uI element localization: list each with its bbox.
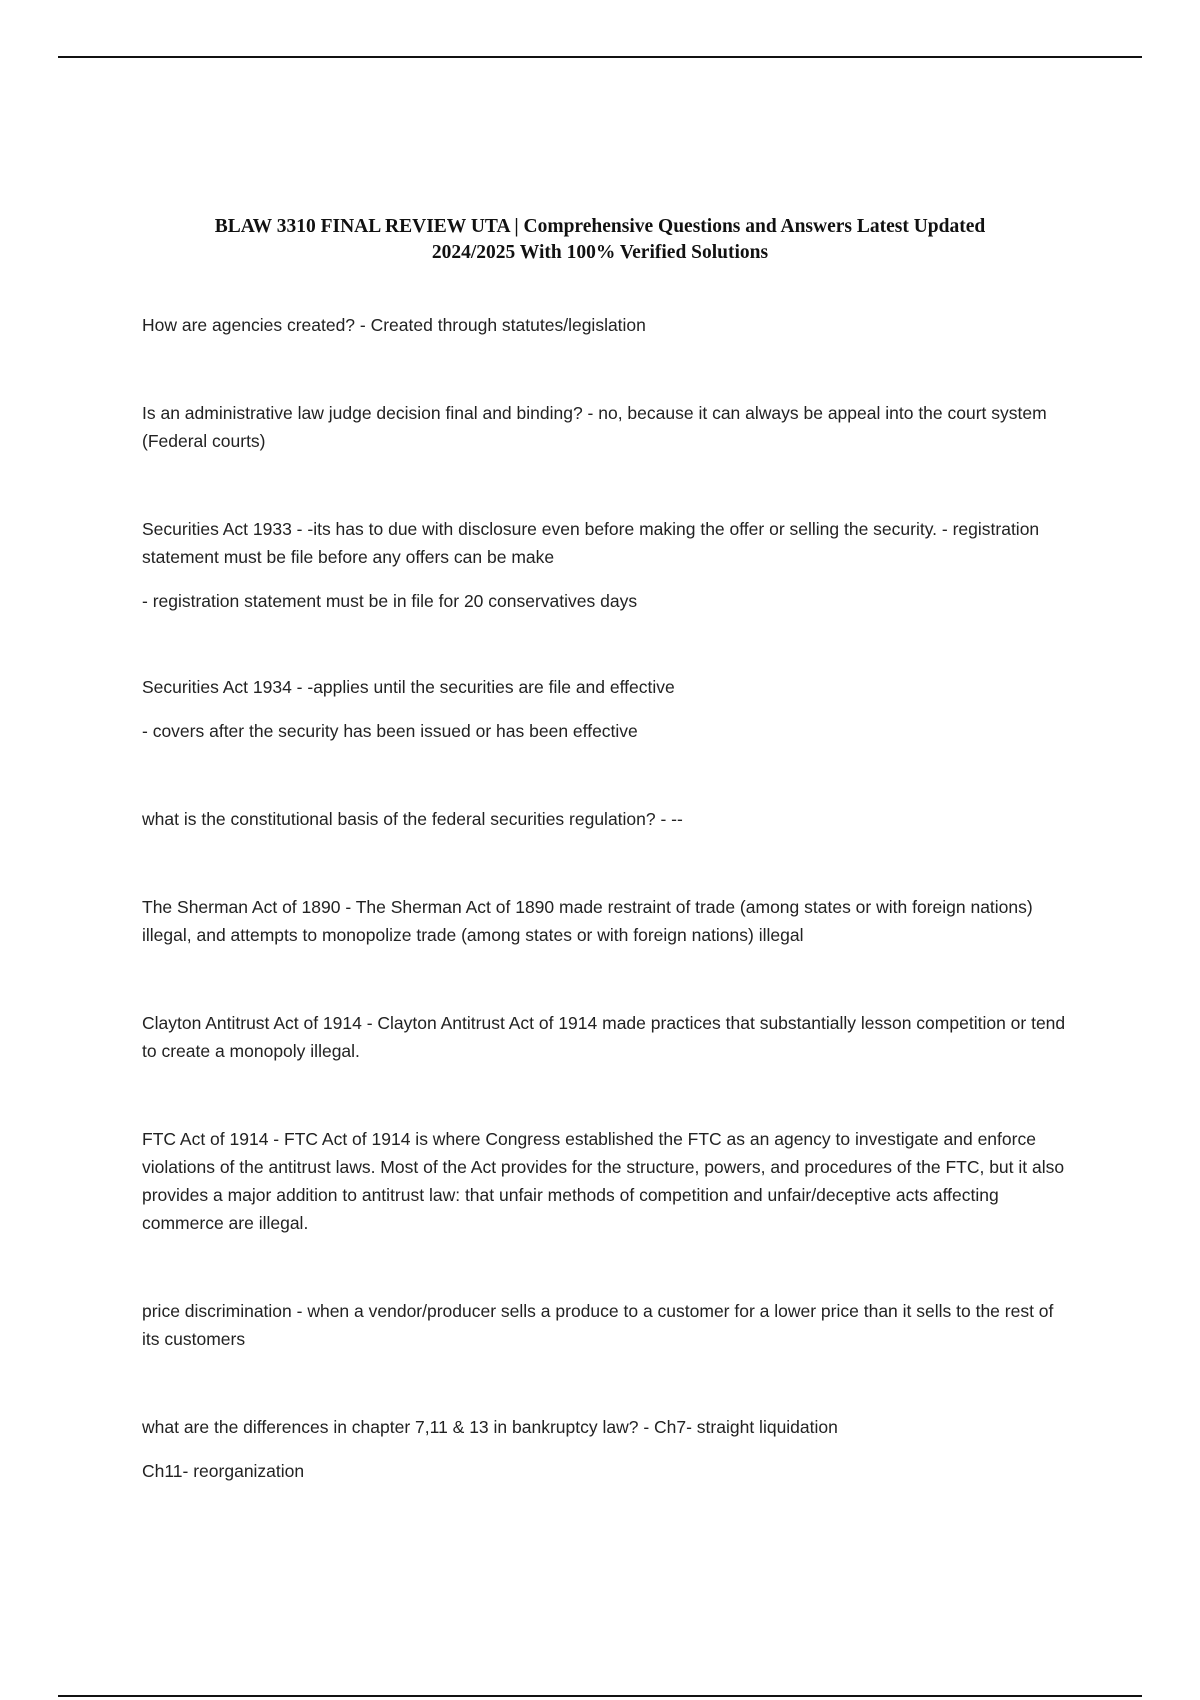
title-line-2: 2024/2025 With 100% Verified Solutions (431, 242, 769, 263)
qa-text: Clayton Antitrust Act of 1914 - Clayton Antitrust Act of 1914 made practices that substantially lesson competition or tend to create a monopoly illegal. (142, 1013, 1066, 1061)
title-line-1: BLAW 3310 FINAL REVIEW UTA | Comprehensive Questions and Answers Latest Updated (214, 216, 986, 237)
qa-entry (142, 673, 1072, 745)
qa-entry (142, 1297, 1072, 1353)
qa-entry (142, 1009, 1072, 1065)
qa-entry (142, 1125, 1072, 1237)
qa-text: - covers after the security has been issued or has been effective (142, 721, 638, 741)
qa-text: what is the constitutional basis of the federal securities regulation? - -- (142, 809, 683, 829)
qa-text: The Sherman Act of 1890 - The Sherman Act of 1890 made restraint of trade (among states or with foreign nations) illegal, and attempts to monopolize trade (among states or with foreign nations) illegal (142, 897, 1033, 945)
qa-text: Securities Act 1934 - -applies until the securities are file and effective (142, 677, 675, 697)
bottom-rule (58, 1695, 1142, 1697)
qa-text: FTC Act of 1914 - FTC Act of 1914 is where Congress established the FTC as an agency to investigate and enforce violations of the antitrust laws. Most of the Act provides for the structure, powers, and procedures of the FTC, but it also provides a major addition to antitrust law: that unfair methods of competition and unfair/deceptive acts affecting commerce are illegal. (142, 1129, 1065, 1233)
qa-entry (142, 805, 1072, 833)
qa-entry (142, 1413, 1072, 1485)
qa-entry (142, 399, 1072, 455)
qa-entry (142, 515, 1072, 615)
qa-entry (142, 311, 1072, 339)
document-title (100, 214, 1100, 266)
qa-text: - registration statement must be in file for 20 conservatives days (142, 591, 638, 611)
qa-text: Is an administrative law judge decision final and binding? - no, because it can always be appeal into the court system (Federal courts) (142, 403, 1047, 451)
qa-text: How are agencies created? - Created through statutes/legislation (142, 315, 646, 335)
qa-text: Securities Act 1933 - -its has to due with disclosure even before making the offer or selling the security. - registration statement must be file before any offers can be make (142, 519, 1040, 567)
qa-text: what are the differences in chapter 7,11 & 13 in bankruptcy law? - Ch7- straight liquidation (142, 1417, 838, 1437)
qa-text: Ch11- reorganization (142, 1461, 305, 1481)
qa-entry (142, 893, 1072, 949)
qa-text: price discrimination - when a vendor/producer sells a produce to a customer for a lower price than it sells to the rest of its customers (142, 1301, 1054, 1349)
top-rule (58, 56, 1142, 58)
